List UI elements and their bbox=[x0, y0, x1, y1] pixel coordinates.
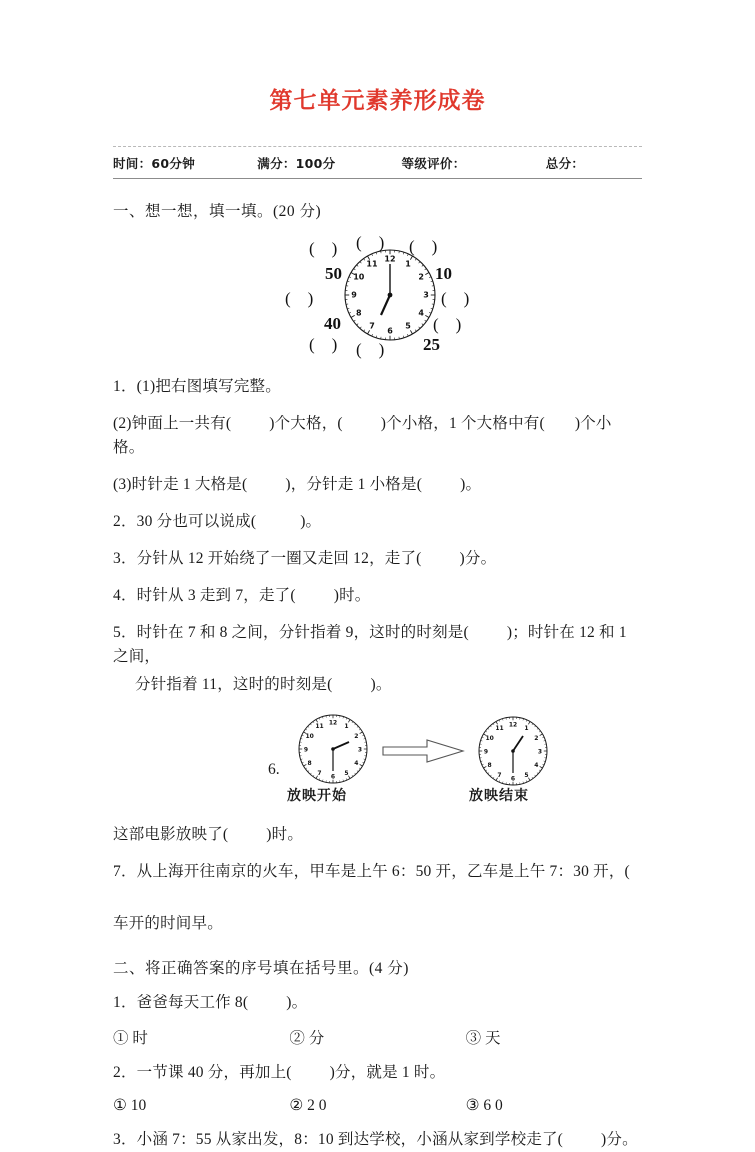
q1-2-pre: (2)钟面上一共有( bbox=[113, 415, 231, 432]
q2-pre: 2．30 分也可以说成( bbox=[113, 513, 256, 530]
caption-screening-end: 放映结束 bbox=[469, 785, 529, 805]
outer-label-25: 25 bbox=[423, 335, 440, 355]
q4-pre: 4．时针从 3 走到 7，走了( bbox=[113, 587, 296, 604]
svg-text:11: 11 bbox=[315, 723, 323, 730]
q6-pre: 这部电影放映了( bbox=[113, 826, 228, 843]
mc-question-1 bbox=[113, 991, 642, 1015]
svg-text:2: 2 bbox=[418, 272, 424, 281]
svg-text:1: 1 bbox=[405, 259, 411, 268]
info-time: 时间：60分钟 bbox=[113, 154, 257, 172]
info-total: 总分： bbox=[546, 154, 642, 172]
svg-text:5: 5 bbox=[524, 772, 528, 779]
caption-screening-start: 放映开始 bbox=[287, 785, 347, 805]
question-5 bbox=[113, 621, 642, 669]
q1-3-pre: (3)时针走 1 大格是( bbox=[113, 476, 247, 493]
svg-text:2: 2 bbox=[354, 733, 358, 740]
question-6-number: 6. bbox=[268, 761, 280, 779]
svg-text:7: 7 bbox=[497, 772, 501, 779]
svg-text:12: 12 bbox=[329, 719, 337, 726]
mc2-end: )分，就是 1 时。 bbox=[330, 1064, 446, 1081]
mc2-pre: 2．一节课 40 分，再加上( bbox=[113, 1064, 292, 1081]
svg-text:1: 1 bbox=[524, 725, 528, 732]
blank-paren-1: ( ) bbox=[309, 239, 337, 259]
q5-pre: 5．时针在 7 和 8 之间，分针指着 9，这时的时刻是( bbox=[113, 624, 469, 641]
mc2-option-2[interactable]: ② 2 0 bbox=[289, 1096, 465, 1115]
question-1-1: 1．(1)把右图填写完整。 bbox=[113, 375, 642, 399]
blank-paren-5: ( ) bbox=[441, 289, 469, 309]
exam-info-row bbox=[113, 147, 642, 178]
mc3-pre: 3．小涵 7：55 从家出发，8：10 到达学校，小涵从家到学校走了( bbox=[113, 1131, 563, 1148]
transition-arrow-icon bbox=[381, 737, 465, 770]
mc-question-3 bbox=[113, 1128, 642, 1152]
mc3-end: )分。 bbox=[601, 1131, 638, 1148]
question-1-2 bbox=[113, 412, 642, 460]
svg-text:3: 3 bbox=[423, 290, 429, 299]
question-7-line1 bbox=[113, 860, 642, 908]
q5-line2-end: )。 bbox=[370, 676, 391, 693]
exam-info-bar bbox=[113, 146, 642, 179]
outer-label-50: 50 bbox=[325, 264, 342, 284]
q1-2-end: )个小格。 bbox=[113, 415, 612, 456]
svg-text:8: 8 bbox=[356, 308, 362, 317]
section-1-heading: 一、想一想，填一填。(20 分) bbox=[113, 199, 642, 221]
question-5-line2 bbox=[113, 673, 642, 697]
svg-text:6: 6 bbox=[511, 775, 515, 782]
q3-end: )分。 bbox=[460, 550, 497, 567]
mc2-option-3[interactable]: ③ 6 0 bbox=[466, 1096, 642, 1115]
svg-text:12: 12 bbox=[509, 721, 517, 728]
svg-text:11: 11 bbox=[366, 259, 378, 268]
q1-2-mid2: )个小格，1 个大格中有( bbox=[381, 415, 545, 432]
svg-text:10: 10 bbox=[485, 735, 493, 742]
mc1-pre: 1．爸爸每天工作 8( bbox=[113, 994, 248, 1011]
q5-mid1: )；时针在 12 和 1 之间， bbox=[113, 624, 627, 665]
blank-paren-7: ( ) bbox=[309, 335, 337, 355]
clock-face-end bbox=[473, 711, 553, 796]
question-3 bbox=[113, 547, 642, 571]
blank-paren-4: ( ) bbox=[285, 289, 313, 309]
svg-text:1: 1 bbox=[344, 723, 348, 730]
q3-pre: 3．分针从 12 开始绕了一圈又走回 12，走了( bbox=[113, 550, 422, 567]
svg-text:7: 7 bbox=[317, 770, 321, 777]
svg-text:6: 6 bbox=[387, 326, 393, 335]
svg-text:5: 5 bbox=[405, 321, 411, 330]
svg-text:10: 10 bbox=[305, 733, 313, 740]
svg-text:9: 9 bbox=[351, 290, 357, 299]
svg-text:4: 4 bbox=[418, 308, 424, 317]
mc1-option-3[interactable]: ③ 天 bbox=[466, 1026, 642, 1048]
question-4 bbox=[113, 584, 642, 608]
question-7-line2: 车开的时间早。 bbox=[113, 912, 642, 936]
q6-end: )时。 bbox=[266, 826, 303, 843]
page-title: 第七单元素养形成卷 bbox=[113, 0, 642, 116]
svg-text:2: 2 bbox=[534, 735, 538, 742]
svg-text:7: 7 bbox=[369, 321, 375, 330]
svg-text:8: 8 bbox=[488, 762, 492, 769]
question-6-figure bbox=[113, 709, 642, 819]
svg-text:3: 3 bbox=[358, 746, 362, 753]
q2-end: )。 bbox=[300, 513, 321, 530]
divider-solid-bottom bbox=[113, 178, 642, 179]
svg-text:11: 11 bbox=[495, 725, 503, 732]
clock-figure-main bbox=[113, 227, 642, 362]
svg-text:5: 5 bbox=[344, 770, 348, 777]
blank-paren-2: ( ) bbox=[356, 233, 384, 253]
svg-text:3: 3 bbox=[538, 748, 542, 755]
svg-text:10: 10 bbox=[353, 272, 365, 281]
mc-question-2 bbox=[113, 1061, 642, 1085]
svg-text:9: 9 bbox=[304, 746, 308, 753]
question-2 bbox=[113, 510, 642, 534]
question-6-followup bbox=[113, 823, 642, 847]
mc1-end: )。 bbox=[286, 994, 307, 1011]
outer-label-40: 40 bbox=[324, 314, 341, 334]
q1-3-mid1: )，分针走 1 小格是( bbox=[285, 476, 422, 493]
svg-text:8: 8 bbox=[308, 760, 312, 767]
svg-text:12: 12 bbox=[384, 254, 395, 263]
question-1-3 bbox=[113, 473, 642, 497]
mc2-option-1[interactable]: ① 10 bbox=[113, 1096, 289, 1115]
svg-text:4: 4 bbox=[534, 762, 538, 769]
svg-text:4: 4 bbox=[354, 760, 358, 767]
clock-face-main bbox=[337, 242, 443, 353]
mc-question-2-options bbox=[113, 1096, 642, 1115]
q1-2-mid1: )个大格，( bbox=[269, 415, 343, 432]
svg-text:9: 9 bbox=[484, 748, 488, 755]
mc-question-1-options bbox=[113, 1026, 642, 1048]
mc1-option-1[interactable]: ① 时 bbox=[113, 1026, 289, 1048]
clock-face-start bbox=[293, 709, 373, 794]
section-2-heading: 二、将正确答案的序号填在括号里。(4 分) bbox=[113, 956, 642, 978]
q1-3-end: )。 bbox=[460, 476, 481, 493]
mc1-option-2[interactable]: ② 分 bbox=[289, 1026, 465, 1048]
blank-paren-6: ( ) bbox=[433, 315, 461, 335]
svg-text:6: 6 bbox=[331, 773, 335, 780]
q7-line1: 7．从上海开往南京的火车，甲车是上午 6：50 开，乙车是上午 7：30 开，( bbox=[113, 863, 630, 880]
q4-end: )时。 bbox=[334, 587, 371, 604]
outer-label-10: 10 bbox=[435, 264, 452, 284]
info-full-score: 满分：100分 bbox=[257, 154, 401, 172]
q5-line2-pre: 分针指着 11，这时的时刻是( bbox=[135, 676, 332, 693]
blank-paren-3: ( ) bbox=[409, 237, 437, 257]
blank-paren-8: ( ) bbox=[356, 340, 384, 360]
info-grade: 等级评价： bbox=[402, 154, 546, 172]
